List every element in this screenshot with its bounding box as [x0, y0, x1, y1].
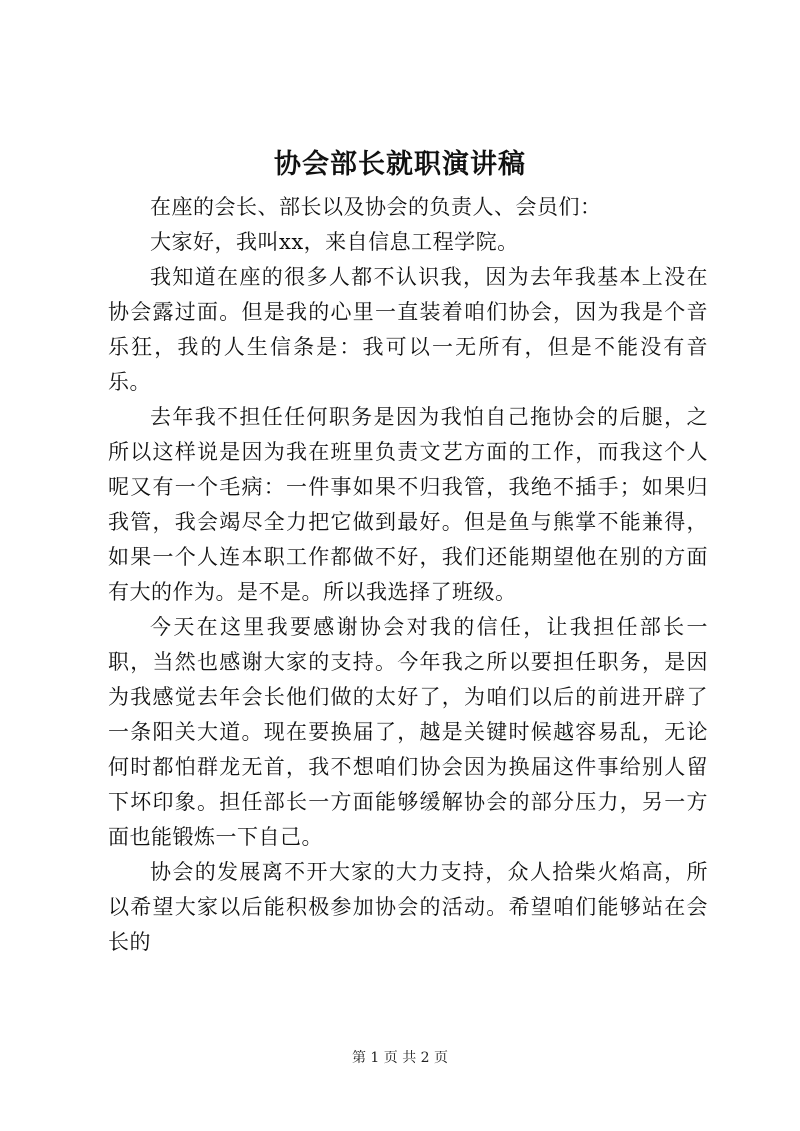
- paragraph-intro: 大家好，我叫xx，来自信息工程学院。: [150, 230, 519, 254]
- page-number-footer: 第 1 页 共 2 页: [351, 1050, 449, 1066]
- document-title: 协会部长就职演讲稿: [274, 149, 526, 180]
- paragraph-development: 协会的发展离不开大家的大力支持，众人拾柴火焰高，所以希望大家以后能积极参加协会的活动。希望咱们能够站在会长的: [108, 860, 708, 954]
- paragraph-greeting: 在座的会长、部长以及协会的负责人、会员们：: [150, 195, 602, 219]
- paragraph-thanks: 今天在这里我要感谢协会对我的信任，让我担任部长一职，当然也感谢大家的支持。今年我之所以要担任职务，是因为我感觉去年会长他们做的太好了，为咱们以后的前进开辟了一条阳关大道。现在要换届了，越是关键时候越容易乱，无论何时都怕群龙无首，我不想咱们协会因为换届这件事给别人留下坏印象。担任部长一方面能够缓解协会的部分压力，另一方面也能锻炼一下自己。: [108, 615, 708, 849]
- paragraph-last-year: 去年我不担任任何职务是因为我怕自己拖协会的后腿，之所以这样说是因为我在班里负责文艺方面的工作，而我这个人呢又有一个毛病：一件事如果不归我管，我绝不插手；如果归我管，我会竭尽全力把它做到最好。但是鱼与熊掌不能兼得，如果一个人连本职工作都做不好，我们还能期望他在别的方面有大的作为。是不是。所以我选择了班级。: [108, 405, 708, 604]
- paragraph-background: 我知道在座的很多人都不认识我，因为去年我基本上没在协会露过面。但是我的心里一直装着咱们协会，因为我是个音乐狂，我的人生信条是：我可以一无所有，但是不能没有音乐。: [108, 265, 708, 394]
- document-body: [108, 190, 708, 960]
